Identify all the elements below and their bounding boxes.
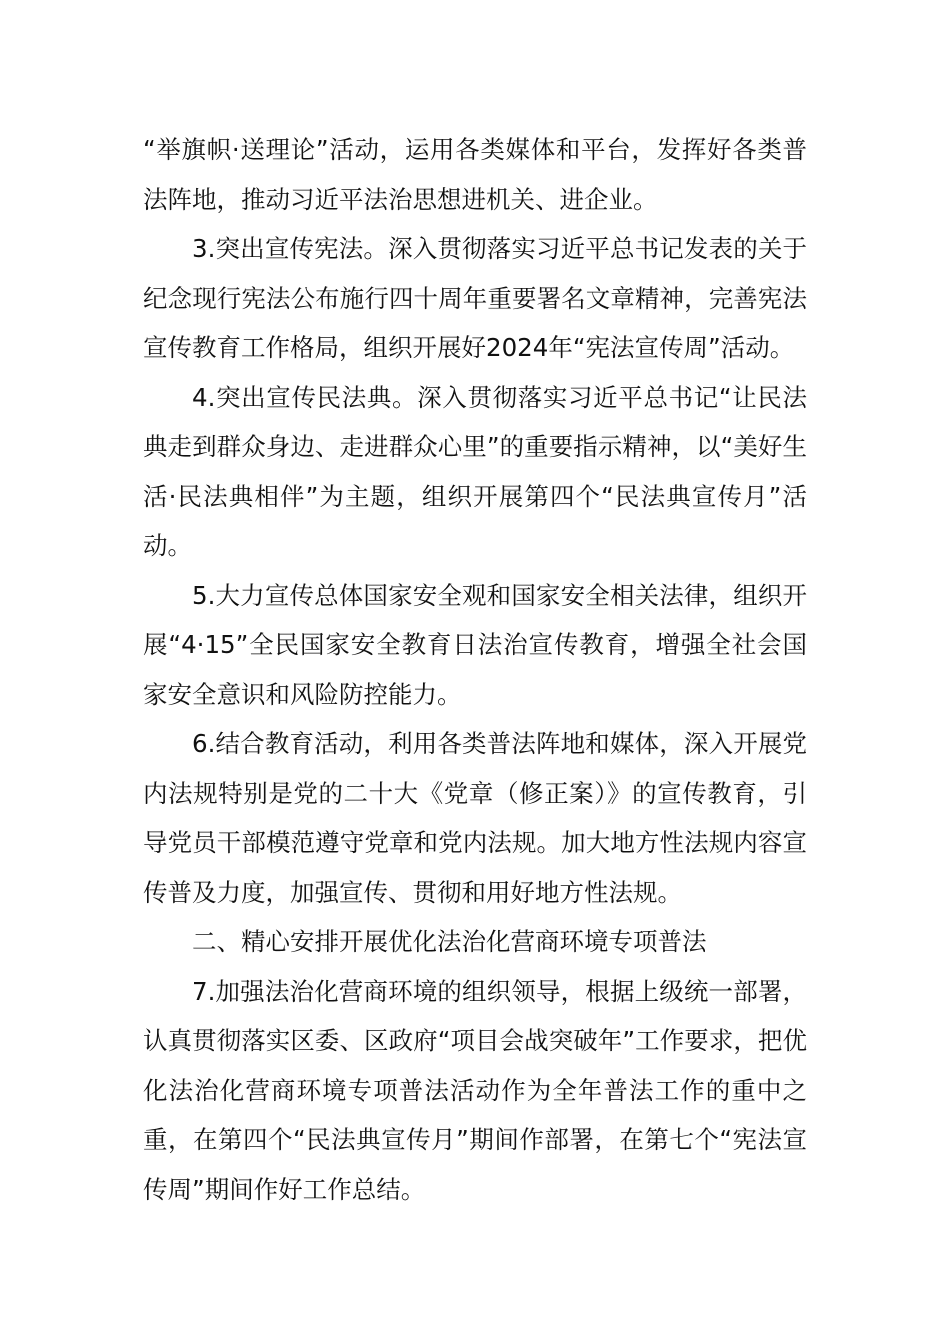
paragraph-item-5: 5.大力宣传总体国家安全观和国家安全相关法律，组织开展“4·15”全民国家安全教育日法治宣传教育，增强全社会国家安全意识和风险防控能力。 xyxy=(143,580,807,709)
section-heading-2: 二、精心安排开展优化法治化营商环境专项普法 xyxy=(192,927,707,956)
paragraph-item-4: 4.突出宣传民法典。深入贯彻落实习近平总书记“让民法典走到群众身边、走进群众心里”的重要指示精神，以“美好生活·民法典相伴”为主题，组织开展第四个“民法典宣传月”活动。 xyxy=(143,382,807,560)
document-body xyxy=(143,125,807,1214)
paragraph-item-3: 3.突出宣传宪法。深入贯彻落实习近平总书记发表的关于纪念现行宪法公布施行四十周年重要署名文章精神，完善宪法宣传教育工作格局，组织开展好2024年“宪法宣传周”活动。 xyxy=(143,234,807,362)
paragraph-item-6: 6.结合教育活动，利用各类普法阵地和媒体，深入开展党内法规特别是党的二十大《党章（修正案）》的宣传教育，引导党员干部模范遵守党章和党内法规。加大地方性法规内容宣传普及力度，加强宣传、贯彻和用好地方性法规。 xyxy=(143,729,807,907)
paragraph-item-7: 7.加强法治化营商环境的组织领导，根据上级统一部署，认真贯彻落实区委、区政府“项目会战突破年”工作要求，把优化法治化营商环境专项普法活动作为全年普法工作的重中之重，在第四个“民法典宣传月”期间作部署，在第七个“宪法宣传周”期间作好工作总结。 xyxy=(143,976,807,1204)
paragraph-continuation: “举旗帜·送理论”活动，运用各类媒体和平台，发挥好各类普法阵地，推动习近平法治思想进机关、进企业。 xyxy=(143,135,807,214)
